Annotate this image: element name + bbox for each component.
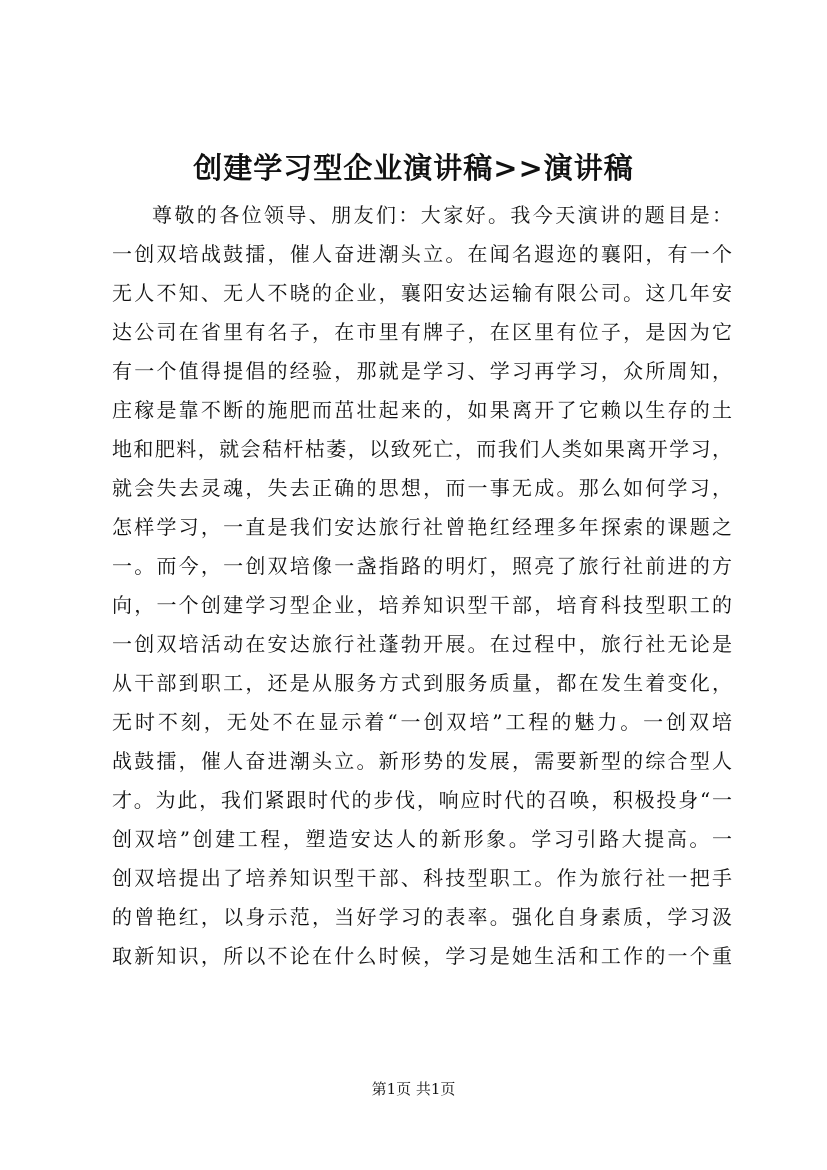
text-line: 就会失去灵魂，失去正确的思想，而一事无成。那么如何学习，	[112, 476, 732, 500]
document-title: 创建学习型企业演讲稿>>演讲稿	[193, 151, 634, 185]
text-line: 一创双培战鼓擂，催人奋进潮头立。在闻名遐迩的襄阳，有一个	[112, 242, 732, 266]
text-line: 有一个值得提倡的经验，那就是学习、学习再学习，众所周知，	[112, 359, 732, 383]
text-line: 战鼓擂，催人奋进潮头立。新形势的发展，需要新型的综合型人	[112, 749, 732, 773]
text-line: 一。而今，一创双培像一盏指路的明灯，照亮了旅行社前进的方	[112, 554, 732, 578]
text-line: 创双培提出了培养知识型干部、科技型职工。作为旅行社一把手	[112, 866, 732, 890]
text-line: 达公司在省里有名子，在市里有牌子，在区里有位子，是因为它	[112, 320, 732, 344]
text-line: 取新知识，所以不论在什么时候，学习是她生活和工作的一个重	[112, 944, 732, 968]
text-line: 庄稼是靠不断的施肥而茁壮起来的，如果离开了它赖以生存的土	[112, 398, 732, 422]
text-line: 才。为此，我们紧跟时代的步伐，响应时代的召唤，积极投身“一	[112, 788, 732, 812]
text-line: 创双培”创建工程，塑造安达人的新形象。学习引路大提高。一	[112, 827, 732, 851]
text-line: 向，一个创建学习型企业，培养知识型干部，培育科技型职工的	[112, 593, 732, 617]
text-line: 尊敬的各位领导、朋友们：大家好。我今天演讲的题目是：	[152, 203, 732, 227]
document-body	[112, 196, 732, 976]
text-line: 一创双培活动在安达旅行社蓬勃开展。在过程中，旅行社无论是	[112, 632, 732, 656]
text-line: 无人不知、无人不晓的企业，襄阳安达运输有限公司。这几年安	[112, 281, 732, 305]
page-footer: 第1页 共1页	[371, 1080, 456, 1098]
text-line: 从干部到职工，还是从服务方式到服务质量，都在发生着变化，	[112, 671, 732, 695]
text-line: 地和肥料，就会秸杆枯萎，以致死亡，而我们人类如果离开学习，	[112, 437, 732, 461]
text-line: 无时不刻，无处不在显示着“一创双培”工程的魅力。一创双培	[112, 710, 732, 734]
text-line: 的曾艳红，以身示范，当好学习的表率。强化自身素质，学习汲	[112, 905, 732, 929]
text-line: 怎样学习，一直是我们安达旅行社曾艳红经理多年探索的课题之	[112, 515, 732, 539]
